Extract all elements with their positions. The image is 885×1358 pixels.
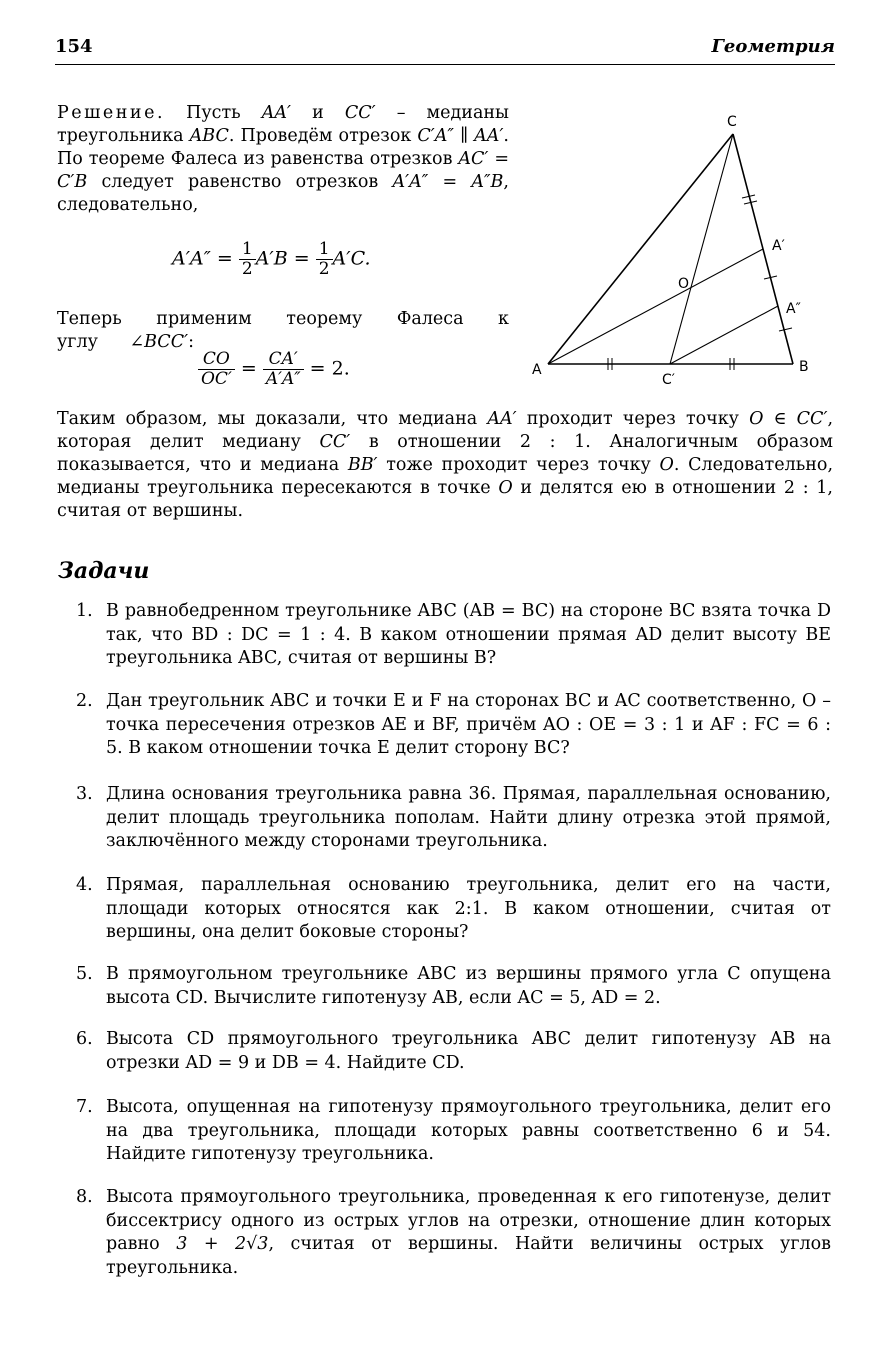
text-run: . Следовательно, медианы треугольника пересекаются в точке (57, 455, 834, 498)
text-run: , которая делит медиану (57, 409, 834, 452)
page-header (55, 36, 835, 66)
text-run: . По теореме Фалеса из равенства отрезков (57, 126, 509, 169)
text-run: проходит через точку (516, 409, 750, 429)
frac-num: CA′ (263, 350, 304, 370)
math-aa1: AA′ (261, 103, 292, 123)
problem-5 (76, 963, 831, 1010)
label-c1: C′ (662, 372, 675, 388)
text-run: : (188, 332, 194, 352)
fraction-half-2 (316, 240, 333, 279)
math-cc1: CC′ (319, 432, 351, 452)
frac-num: 1 (316, 240, 333, 260)
problem-2 (76, 690, 831, 761)
side-ac (548, 134, 733, 364)
text-run: Пусть (165, 103, 262, 123)
solution-paragraph-3 (57, 408, 833, 523)
math-o: O (498, 478, 513, 498)
math-abc: ABC (189, 126, 229, 146)
frac-den: 2 (241, 259, 253, 279)
problem-text: Прямая, параллельная основанию треугольника, делит его на части, площади которых относятся как 2:1. В каком отношении, считая от вершины, она делит боковые стороны? (106, 875, 831, 942)
frac-den: 2 (318, 259, 330, 279)
page-number: 154 (55, 36, 93, 57)
solution-paragraph-1 (57, 102, 509, 217)
text-run: Теперь применим теорему Фалеса к углу (57, 309, 509, 352)
label-c: C (727, 114, 737, 130)
solution-paragraph-2 (57, 308, 509, 354)
section-title: Задачи (58, 558, 150, 584)
text-run: Таким образом, мы доказали, что медиана (57, 409, 488, 429)
text-run: . Проведём отрезок (228, 126, 418, 146)
formula-part: = 2. (309, 357, 350, 380)
math-o: O (659, 455, 674, 475)
math-3-plus-2-sqrt3: 3 + 2√3 (176, 1234, 269, 1254)
label-a2: A″ (786, 301, 801, 317)
solution-label: Решение. (57, 103, 166, 123)
problem-8 (76, 1186, 831, 1280)
problem-text: В равнобедренном треугольнике ABC (AB = BC) на стороне BC взята точка D так, что BD : DC = 1 : 4. В каком отношении прямая AD делит высоту BE треугольника ABC, считая от вершины B? (106, 601, 831, 668)
math-bb1: BB′ (347, 455, 378, 475)
problem-number: 7. (76, 1097, 93, 1117)
problem-number: 1. (76, 601, 93, 621)
math-aa1: AA′ (487, 409, 517, 429)
triangle-figure (528, 110, 828, 390)
triangle-lines (548, 134, 793, 370)
label-o: O (678, 276, 690, 292)
math-angle: ∠BCC′ (129, 332, 189, 352)
math-o-in-cc1: O ∈ CC′ (749, 409, 828, 429)
label-a: A (532, 362, 542, 378)
median-aa1 (548, 249, 763, 364)
math-parallel: C′A″ ∥ AA′ (417, 126, 504, 146)
problem-number: 4. (76, 875, 93, 895)
fraction-co (198, 350, 235, 389)
text-run: – медианы треугольника (57, 103, 509, 146)
math-eq1: AC′ = C′B (57, 149, 510, 192)
problem-3 (76, 783, 831, 854)
problem-text: Высота, опущенная на гипотенузу прямоугольного треугольника, делит его на два треугольника, площади которых равны соответственно 6 и 54. Найдите гипотенузу треугольника. (106, 1097, 831, 1164)
segment-c1a2 (670, 306, 778, 364)
problem-number: 6. (76, 1029, 93, 1049)
median-cc1 (670, 134, 733, 364)
fraction-ca (263, 350, 304, 389)
problem-6 (76, 1028, 831, 1075)
header-rule (55, 64, 835, 65)
problem-number: 8. (76, 1187, 93, 1207)
problem-4 (76, 874, 831, 945)
problem-1 (76, 600, 831, 671)
formula-2 (198, 350, 350, 389)
text-run: Высота прямоугольного треугольника, проведенная к его гипотенузе, делит биссектрису одного из острых углов на отрезки, отношение длин которых равно (106, 1187, 831, 1254)
text-run: в отношении 2 : 1. Аналогичным образом показывается, что и медиана (57, 432, 833, 475)
running-title: Геометрия (711, 36, 835, 57)
formula-part: A′C. (332, 247, 371, 270)
problem-7 (76, 1096, 831, 1167)
text-run: и делятся ею в отношении 2 : 1, считая от вершины. (57, 478, 833, 521)
frac-den: A′A″ (265, 369, 301, 389)
math-eq2: A′A″ = A″B (392, 172, 504, 192)
text-run: и (291, 103, 345, 123)
problem-text (106, 1186, 831, 1280)
formula-1 (172, 240, 370, 279)
text-run: , следовательно, (57, 172, 509, 215)
problem-text: Дан треугольник ABC и точки E и F на сторонах BC и AC соответственно, O – точка пересечения отрезков AE и BF, причём AO : OE = 3 : 1 и AF : FC = 6 : 5. В каком отношении точка E делит сторону BC? (106, 691, 831, 758)
frac-den: OC′ (201, 369, 232, 389)
text-run: следует равенство отрезков (87, 172, 393, 192)
fraction-half-1 (239, 240, 256, 279)
label-b: B (799, 359, 809, 375)
formula-part: A′A″ = (172, 247, 233, 270)
problem-text: Высота CD прямоугольного треугольника ABC делит гипотенузу AB на отрезки AD = 9 и DB = 4. Найдите CD. (106, 1029, 831, 1073)
label-a1: A′ (772, 238, 785, 254)
frac-num: 1 (239, 240, 256, 260)
text-run: , считая от вершины. Найти величины острых углов треугольника. (106, 1234, 831, 1278)
problem-text: В прямоугольном треугольнике ABC из вершины прямого угла C опущена высота CD. Вычислите гипотенузу AB, если AC = 5, AD = 2. (106, 964, 831, 1008)
tick-mark (779, 328, 792, 331)
problem-number: 5. (76, 964, 93, 984)
formula-part: = (240, 357, 257, 380)
formula-part: A′B = (255, 247, 310, 270)
text-run: тоже проходит через точку (377, 455, 660, 475)
problem-number: 3. (76, 784, 93, 804)
math-cc1: CC′ (344, 103, 376, 123)
problem-text: Длина основания треугольника равна 36. Прямая, параллельная основанию, делит площадь треугольника пополам. Найти длину отрезка этой прямой, заключённого между сторонами треугольника. (106, 784, 831, 851)
problem-number: 2. (76, 691, 93, 711)
frac-num: CO (198, 350, 235, 370)
